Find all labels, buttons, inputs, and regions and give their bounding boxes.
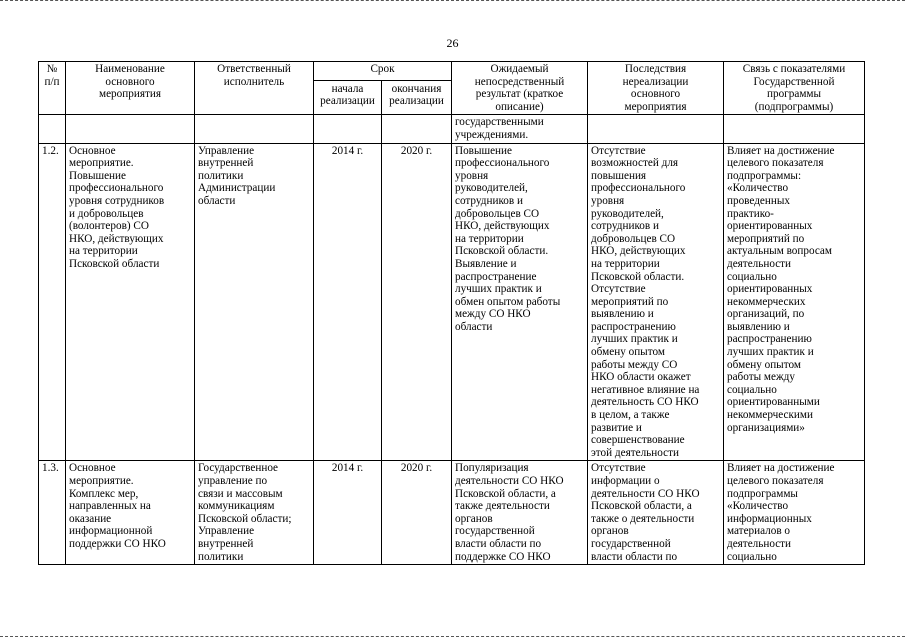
cell-num — [39, 115, 66, 143]
scan-top-edge — [0, 0, 905, 3]
cell-end — [382, 115, 452, 143]
cell-consequences — [588, 115, 724, 143]
cell-consequences: Отсутствие возможностей для повышения профессионального уровня руководителей, сотрудников и добровольцев СО НКО, действующих на территории Псковской области. Отсутствие мероприятий по выявлению и распространению лучших практик и обмену опытом работы между СО НКО области окажет негативное влияние на деятельность СО НКО в целом, а также развитие и совершенствование этой деятельности — [588, 143, 724, 461]
cell-start: 2014 г. — [314, 461, 382, 565]
page-number: 26 — [446, 36, 459, 50]
table-row — [39, 143, 865, 461]
cell-executor: Управление внутренней политики Администрации области — [195, 143, 314, 461]
cell-end: 2020 г. — [382, 143, 452, 461]
program-activities-table — [38, 61, 865, 565]
cell-link: Влияет на достижение целевого показателя подпрограммы: «Количество проведенных практико- ориентированных мероприятий по актуальным вопросам деятельности социально ориентированных некоммерческих организаций, по выявлению и распространению лучших практик и обмену опытом работы между социально ориентированными некоммерческими организациями» — [724, 143, 865, 461]
cell-expected: государственными учреждениями. — [452, 115, 588, 143]
cell-executor: Государственное управление по связи и массовым коммуникациям Псковской области; Управление внутренней политики — [195, 461, 314, 565]
cell-name: Основное мероприятие. Комплекс мер, направленных на оказание информационной поддержки СО НКО — [66, 461, 195, 565]
header-num: № п/п — [39, 62, 66, 115]
cell-name: Основное мероприятие. Повышение профессионального уровня сотрудников и добровольцев (волонтеров) СО НКО, действующих на территории Псковской области — [66, 143, 195, 461]
cell-expected: Повышение профессионального уровня руководителей, сотрудников и добровольцев СО НКО, действующих на территории Псковской области. Выявление и распространение лучших практик и обмен опытом работы между СО НКО области — [452, 143, 588, 461]
header-start: начала реализации — [314, 80, 382, 115]
cell-link — [724, 115, 865, 143]
cell-consequences: Отсутствие информации о деятельности СО НКО Псковской области, а также о деятельности органов государственной власти области по — [588, 461, 724, 565]
header-name: Наименование основного мероприятия — [66, 62, 195, 115]
header-expected-result: Ожидаемый непосредственный результат (краткое описание) — [452, 62, 588, 115]
table-row — [39, 461, 865, 565]
header-term: Срок — [314, 62, 452, 81]
scan-bottom-edge — [0, 634, 905, 637]
header-consequences: Последствия нереализации основного мероприятия — [588, 62, 724, 115]
header-link-indicators: Связь с показателями Государственной программы (подпрограммы) — [724, 62, 865, 115]
table-row — [39, 115, 865, 143]
header-end: окончания реализации — [382, 80, 452, 115]
cell-executor — [195, 115, 314, 143]
cell-start: 2014 г. — [314, 143, 382, 461]
cell-start — [314, 115, 382, 143]
cell-num: 1.3. — [39, 461, 66, 565]
cell-name — [66, 115, 195, 143]
header-executor: Ответственный исполнитель — [195, 62, 314, 115]
cell-expected: Популяризация деятельности СО НКО Псковской области, а также деятельности органов государственной власти области по поддержке СО НКО — [452, 461, 588, 565]
table-header-row — [39, 62, 865, 81]
cell-num: 1.2. — [39, 143, 66, 461]
cell-link: Влияет на достижение целевого показателя подпрограммы «Количество информационных материалов о деятельности социально — [724, 461, 865, 565]
cell-end: 2020 г. — [382, 461, 452, 565]
